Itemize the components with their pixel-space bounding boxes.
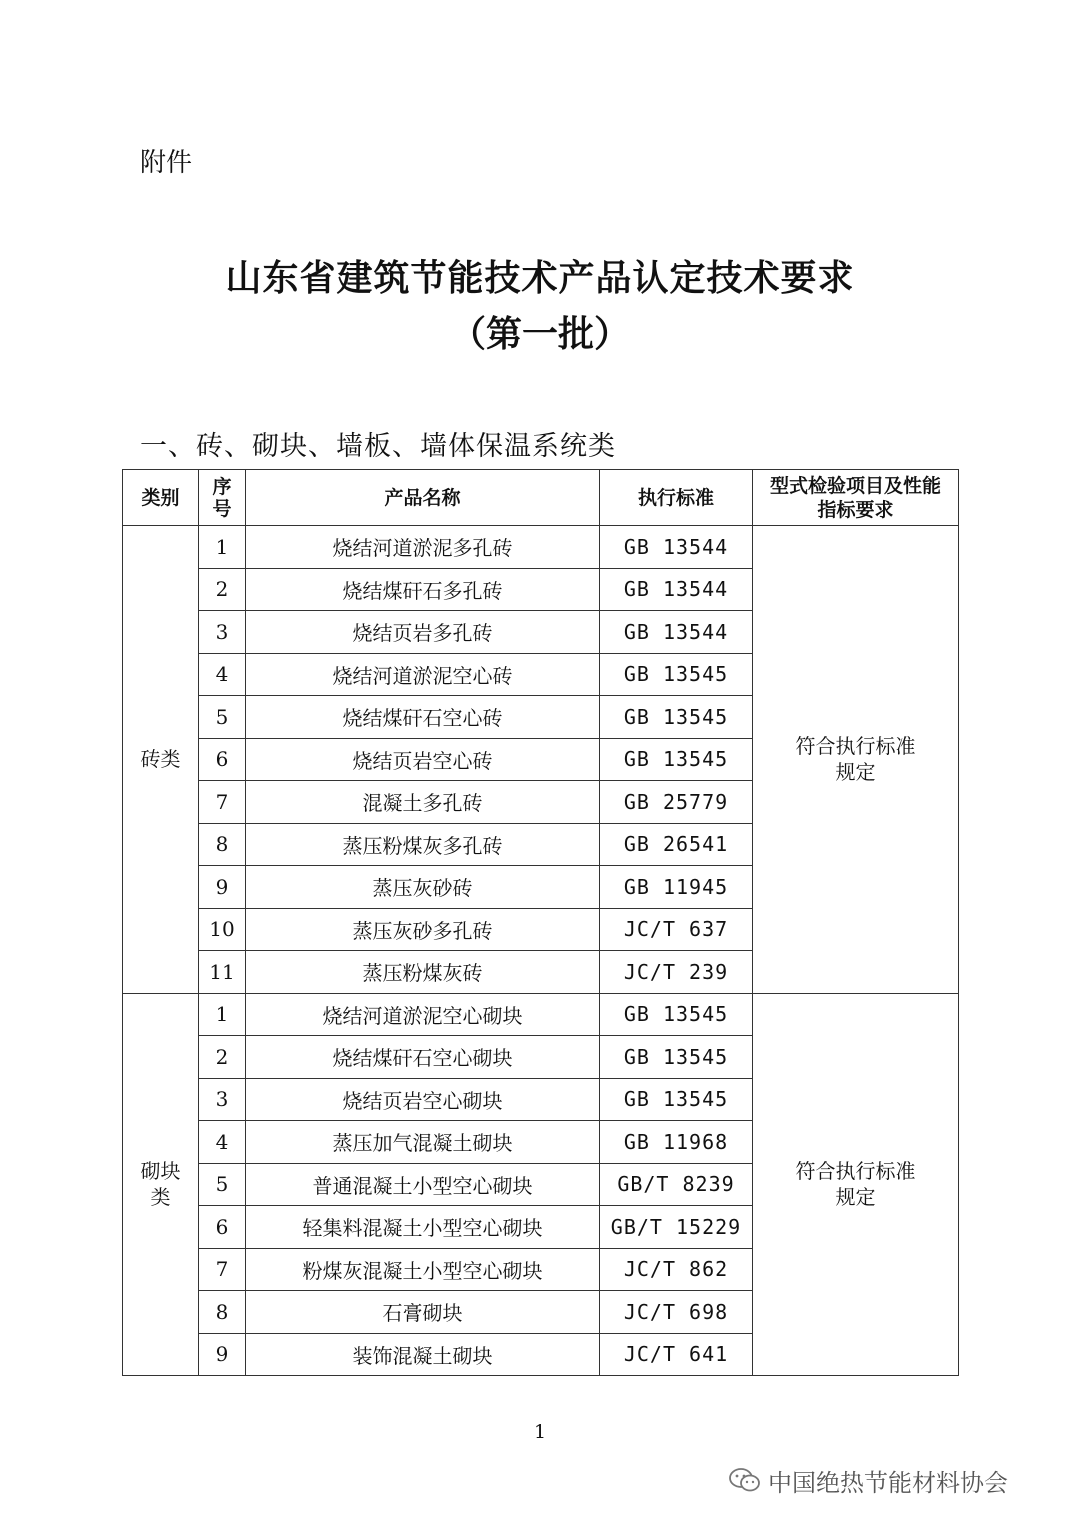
standard-cell: JC/T 637 bbox=[600, 908, 753, 951]
index-cell: 7 bbox=[199, 1248, 246, 1291]
index-cell: 5 bbox=[199, 696, 246, 739]
index-cell: 5 bbox=[199, 1163, 246, 1206]
product-name-cell: 蒸压粉煤灰多孔砖 bbox=[246, 823, 600, 866]
standard-cell: GB 26541 bbox=[600, 823, 753, 866]
product-name-cell: 烧结页岩空心砌块 bbox=[246, 1078, 600, 1121]
page-number: 1 bbox=[533, 1421, 547, 1443]
product-name-cell: 烧结河道淤泥空心砖 bbox=[246, 653, 600, 696]
index-cell: 2 bbox=[199, 1036, 246, 1079]
standard-cell: GB 13545 bbox=[600, 653, 753, 696]
requirement-cell: 符合执行标准规定 bbox=[753, 993, 959, 1376]
product-name-cell: 蒸压灰砂砖 bbox=[246, 866, 600, 909]
index-cell: 11 bbox=[199, 951, 246, 994]
standard-cell: GB/T 8239 bbox=[600, 1163, 753, 1206]
product-name-cell: 烧结页岩空心砖 bbox=[246, 738, 600, 781]
document-subtitle: （第一批） bbox=[449, 314, 630, 355]
header-standard: 执行标准 bbox=[600, 470, 753, 526]
product-name-cell: 蒸压粉煤灰砖 bbox=[246, 951, 600, 994]
standard-cell: JC/T 239 bbox=[600, 951, 753, 994]
index-cell: 1 bbox=[199, 526, 246, 569]
attachment-label: 附件 bbox=[140, 148, 193, 178]
index-cell: 6 bbox=[199, 738, 246, 781]
product-name-cell: 烧结煤矸石多孔砖 bbox=[246, 568, 600, 611]
product-name-cell: 石膏砌块 bbox=[246, 1291, 600, 1334]
product-name-cell: 粉煤灰混凝土小型空心砌块 bbox=[246, 1248, 600, 1291]
index-cell: 1 bbox=[199, 993, 246, 1036]
index-cell: 3 bbox=[199, 611, 246, 654]
standard-cell: GB/T 15229 bbox=[600, 1206, 753, 1249]
header-category: 类别 bbox=[123, 470, 199, 526]
section-heading: 一、砖、砌块、墙板、墙体保温系统类 bbox=[140, 431, 616, 462]
header-requirement: 型式检验项目及性能指标要求 bbox=[753, 470, 959, 526]
product-name-cell: 蒸压灰砂多孔砖 bbox=[246, 908, 600, 951]
index-cell: 4 bbox=[199, 653, 246, 696]
standard-cell: GB 11945 bbox=[600, 866, 753, 909]
standard-cell: GB 13545 bbox=[600, 1078, 753, 1121]
document-title: 山东省建筑节能技术产品认定技术要求 bbox=[225, 258, 855, 299]
standard-cell: GB 13545 bbox=[600, 1036, 753, 1079]
table-row bbox=[123, 993, 959, 1036]
table-row bbox=[123, 526, 959, 569]
product-name-cell: 烧结煤矸石空心砌块 bbox=[246, 1036, 600, 1079]
standard-cell: GB 13544 bbox=[600, 526, 753, 569]
watermark bbox=[728, 1462, 1008, 1498]
index-cell: 8 bbox=[199, 823, 246, 866]
index-cell: 9 bbox=[199, 866, 246, 909]
product-name-cell: 混凝土多孔砖 bbox=[246, 781, 600, 824]
category-cell: 砌块类 bbox=[123, 993, 199, 1376]
standard-cell: GB 13544 bbox=[600, 568, 753, 611]
header-index: 序号 bbox=[199, 470, 246, 526]
index-cell: 7 bbox=[199, 781, 246, 824]
standard-cell: JC/T 641 bbox=[600, 1333, 753, 1376]
index-cell: 2 bbox=[199, 568, 246, 611]
standard-cell: GB 25779 bbox=[600, 781, 753, 824]
index-cell: 8 bbox=[199, 1291, 246, 1334]
index-cell: 10 bbox=[199, 908, 246, 951]
requirement-cell: 符合执行标准规定 bbox=[753, 526, 959, 994]
table-header-row bbox=[123, 470, 959, 526]
standard-cell: JC/T 698 bbox=[600, 1291, 753, 1334]
product-name-cell: 轻集料混凝土小型空心砌块 bbox=[246, 1206, 600, 1249]
product-name-cell: 烧结河道淤泥多孔砖 bbox=[246, 526, 600, 569]
wechat-icon bbox=[728, 1466, 762, 1494]
product-name-cell: 烧结煤矸石空心砖 bbox=[246, 696, 600, 739]
watermark-text: 中国绝热节能材料协会 bbox=[768, 1468, 1008, 1497]
product-name-cell: 烧结河道淤泥空心砌块 bbox=[246, 993, 600, 1036]
category-cell: 砖类 bbox=[123, 526, 199, 994]
header-product: 产品名称 bbox=[246, 470, 600, 526]
standard-cell: GB 13544 bbox=[600, 611, 753, 654]
product-name-cell: 烧结页岩多孔砖 bbox=[246, 611, 600, 654]
standard-cell: GB 13545 bbox=[600, 993, 753, 1036]
product-name-cell: 普通混凝土小型空心砌块 bbox=[246, 1163, 600, 1206]
index-cell: 6 bbox=[199, 1206, 246, 1249]
product-name-cell: 蒸压加气混凝土砌块 bbox=[246, 1121, 600, 1164]
standard-cell: GB 13545 bbox=[600, 738, 753, 781]
standards-table bbox=[122, 469, 959, 1376]
index-cell: 9 bbox=[199, 1333, 246, 1376]
standard-cell: JC/T 862 bbox=[600, 1248, 753, 1291]
index-cell: 3 bbox=[199, 1078, 246, 1121]
standard-cell: GB 13545 bbox=[600, 696, 753, 739]
standard-cell: GB 11968 bbox=[600, 1121, 753, 1164]
index-cell: 4 bbox=[199, 1121, 246, 1164]
product-name-cell: 装饰混凝土砌块 bbox=[246, 1333, 600, 1376]
